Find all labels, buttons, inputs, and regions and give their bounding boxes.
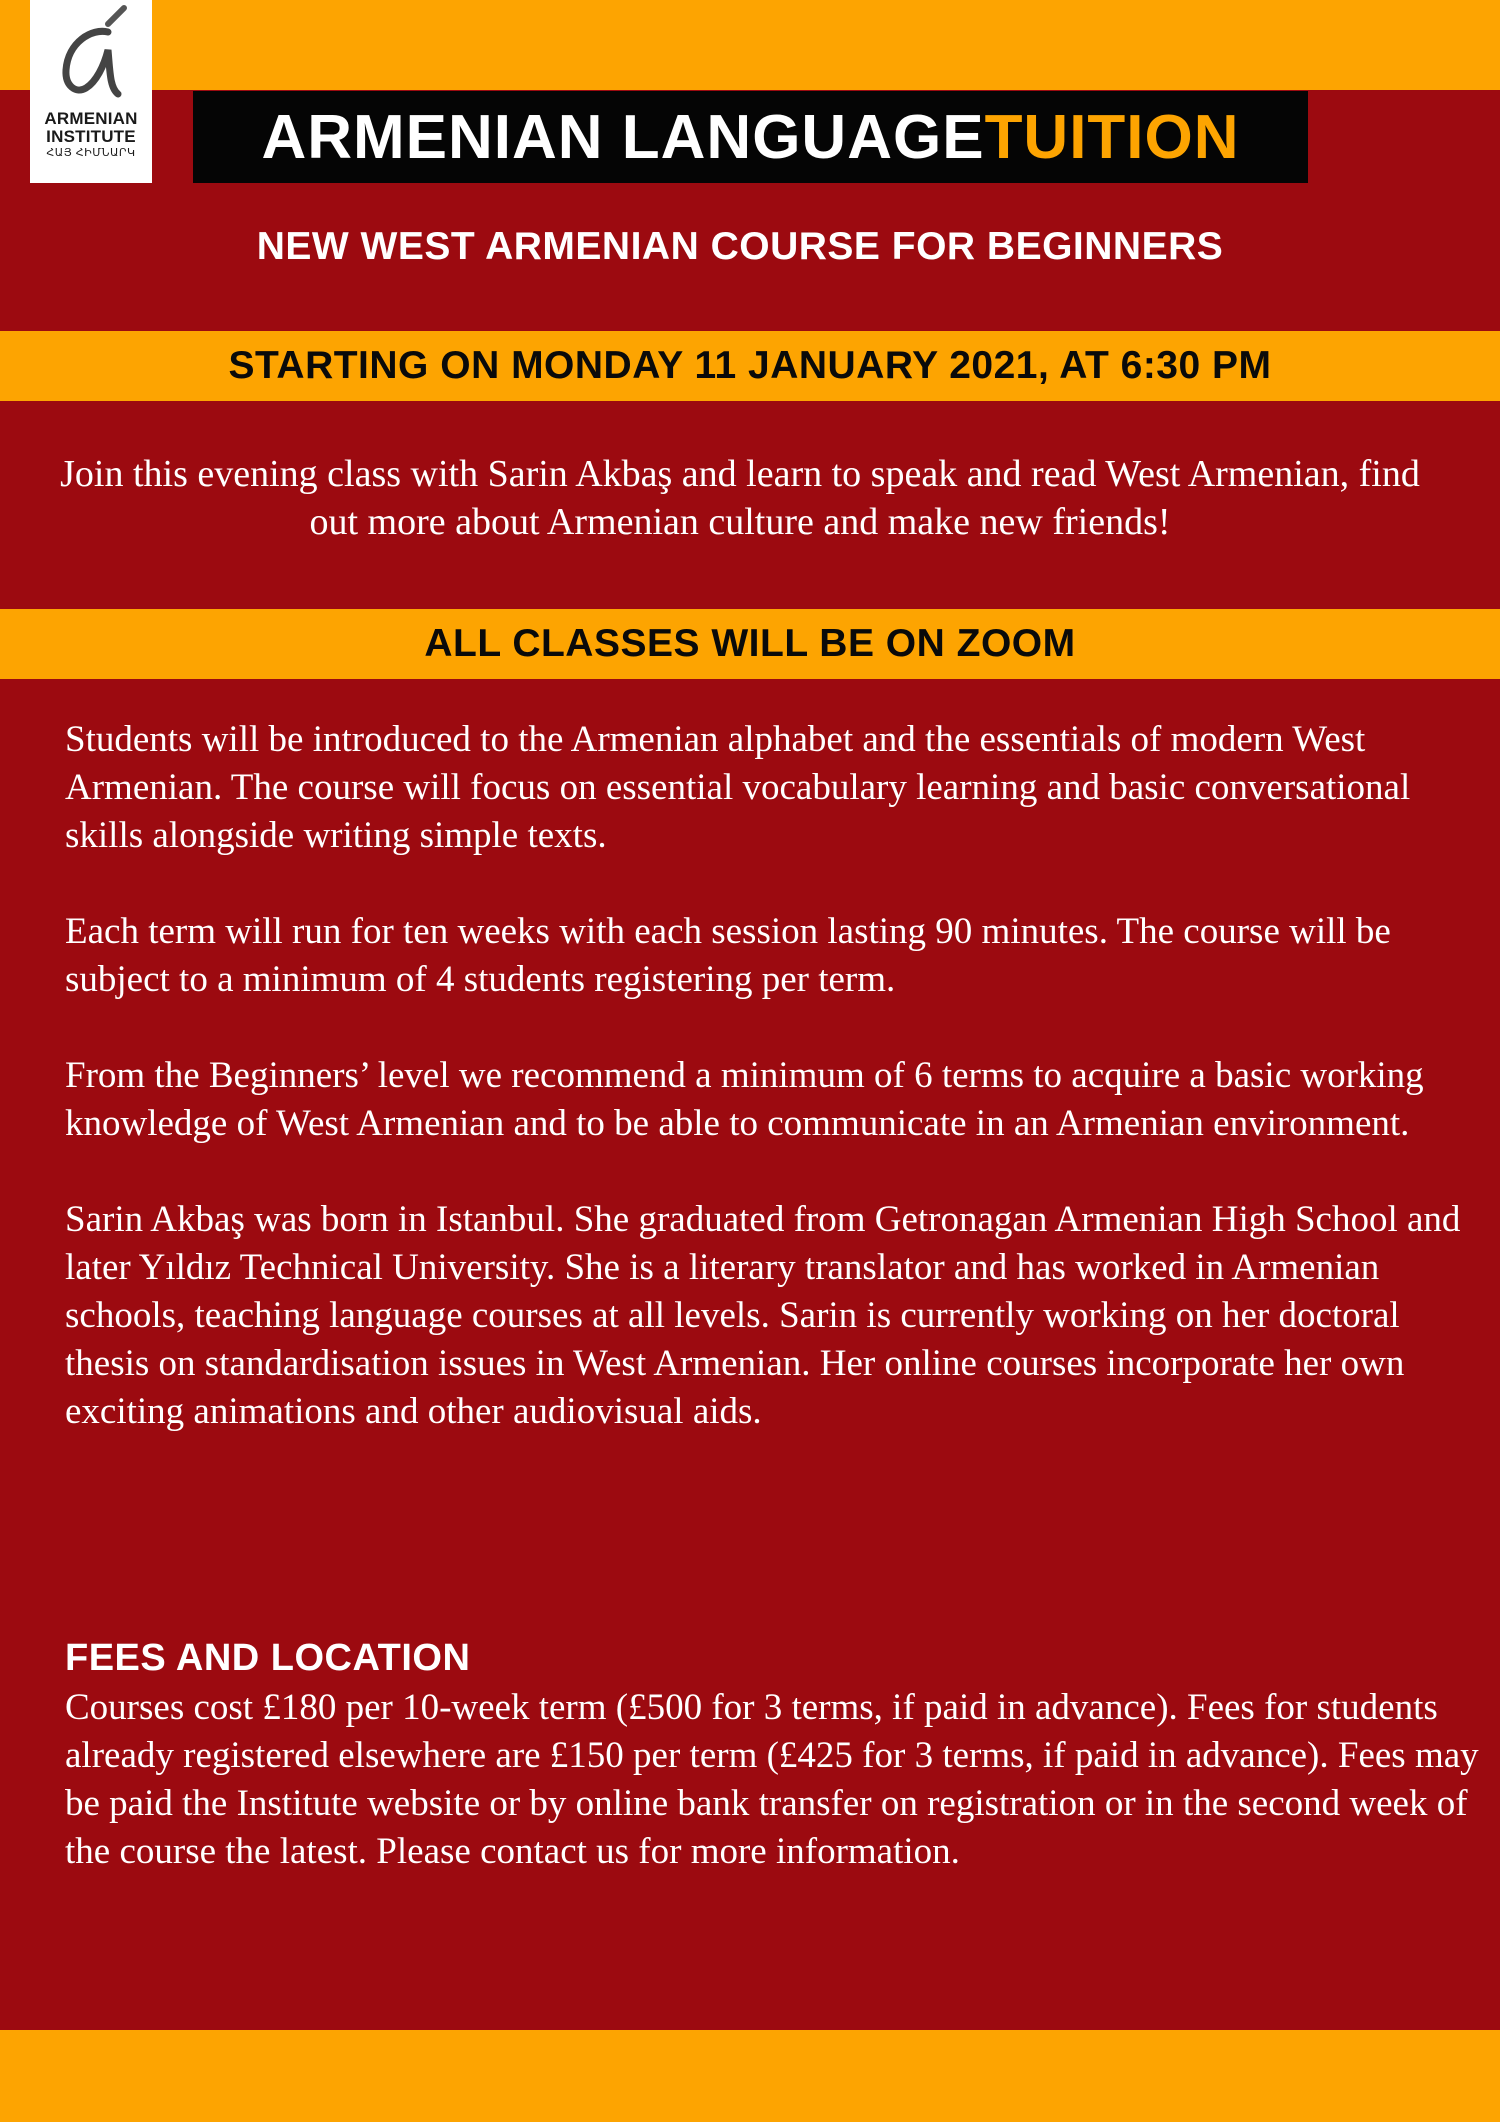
paragraph-term-length: Each term will run for ten weeks with each session lasting 90 minutes. The course will be subject to a minimum of 4 students registering per term. (65, 911, 1391, 1000)
fees-heading: FEES AND LOCATION (65, 1637, 471, 1679)
title-part-2: TUITION (984, 102, 1240, 172)
start-date-banner: STARTING ON MONDAY 11 JANUARY 2021, AT 6:30 PM (0, 331, 1500, 401)
top-accent-band (0, 0, 1500, 90)
paragraph-recommendation: From the Beginners’ level we recommend a minimum of 6 terms to acquire a basic working knowledge of West Armenian and to be able to communicate in an Armenian environment. (65, 1055, 1424, 1144)
logo-text-armenian: ARMENIAN (44, 109, 138, 128)
page-title (193, 91, 1308, 183)
course-subtitle: NEW WEST ARMENIAN COURSE FOR BEGINNERS (256, 225, 1224, 268)
logo-text-institute: INSTITUTE (46, 127, 136, 146)
course-description (65, 716, 1475, 1484)
title-part-1: ARMENIAN LANGUAGE (261, 102, 985, 172)
fees-paragraph: Courses cost £180 per 10-week term (£500 for 3 terms, if paid in advance). Fees for students already registered elsewhere are £150 per term (£425 for 3 terms, if paid in advance). Fees may be paid the Institute website or by online bank transfer on registration or in the second week of the course the latest. Please contact us for more information. (65, 1687, 1479, 1872)
armenian-institute-logo (30, 0, 152, 183)
logo-text-armenian-script: ՀԱՅ ՀԻՄՆԱՐԿ (46, 147, 136, 159)
ai-logo-mark-icon (46, 2, 136, 110)
bottom-accent-band (0, 2030, 1500, 2122)
intro-paragraph: Join this evening class with Sarin Akbaş and learn to speak and read West Armenian, find out more about Armenian culture and make new friends! (60, 453, 1420, 543)
paragraph-alphabet: Students will be introduced to the Armenian alphabet and the essentials of modern West Armenian. The course will focus on essential vocabulary learning and basic conversational skills alongside writing simple texts. (65, 719, 1411, 856)
paragraph-teacher-bio: Sarin Akbaş was born in Istanbul. She graduated from Getronagan Armenian High School and later Yıldız Technical University. She is a literary translator and has worked in Armenian schools, teaching language courses at all levels. Sarin is currently working on her doctoral thesis on standardisation issues in West Armenian. Her online courses incorporate her own exciting animations and other audiovisual aids. (65, 1199, 1461, 1432)
zoom-banner: ALL CLASSES WILL BE ON ZOOM (0, 609, 1500, 679)
